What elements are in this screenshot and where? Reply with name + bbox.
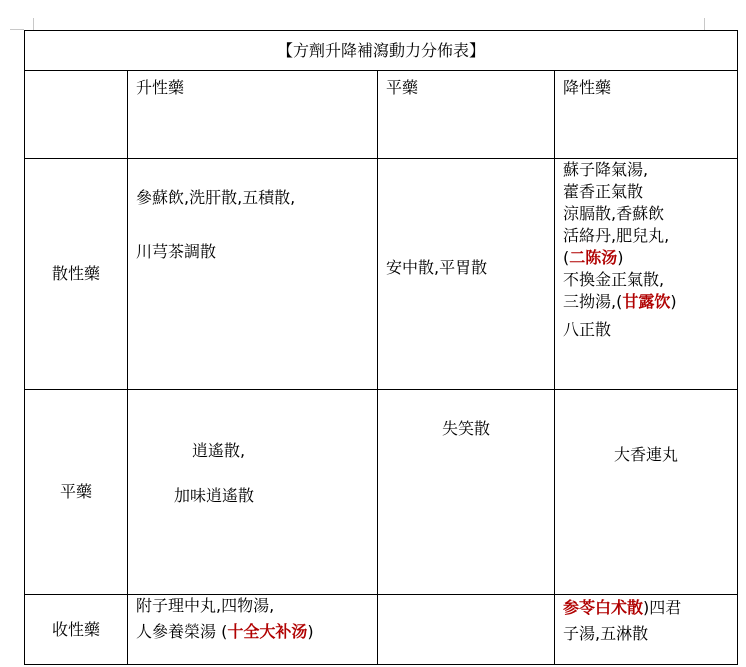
cell-line: 大香連丸 [614,445,679,464]
cell-dispersing-neutral [378,159,555,390]
table-row [25,595,738,665]
annotation-red: 甘露饮 [622,292,671,311]
cell-dispersing-descending [555,159,738,390]
row-label-astringent: 收性藥 [25,595,128,665]
paren-close: ) [307,622,314,641]
header-corner-cell [25,71,128,159]
row-label-dispersing: 散性藥 [25,159,128,390]
cell-line: 蘇子降氣湯, [563,160,649,179]
cell-line-annotated [563,597,729,619]
paren-close: ) [617,248,624,267]
cell-line: 安中散,平胃散 [386,258,488,277]
cell-line: 失笑散 [441,419,490,438]
cell-astringent-ascending [128,595,378,665]
cell-line: 不換金正氣散, [563,270,665,289]
cell-text: )四君 [643,598,682,617]
cell-line-annotated [136,621,369,643]
margin-mark-left-h [10,29,24,30]
cell-line: 川芎茶調散 [136,242,217,261]
header-descending: 降性藥 [555,71,738,159]
cell-neutral-descending [555,390,738,595]
cell-line: 藿香正氣散 [563,182,644,201]
cell-line: 附子理中丸,四物湯, [136,596,275,615]
annotation-red: 二陈汤 [569,248,618,267]
cell-neutral-neutral [378,390,555,595]
header-ascending: 升性藥 [128,71,378,159]
cell-neutral-ascending [128,390,378,595]
paren-open: ( [563,248,570,267]
row-label-neutral: 平藥 [25,390,128,595]
table-title: 【方劑升降補瀉動力分佈表】 [25,31,738,71]
cell-dispersing-ascending [128,159,378,390]
cell-text: 三拗湯,( [563,292,623,311]
header-row [25,71,738,159]
cell-astringent-neutral [378,595,555,665]
table-row [25,390,738,595]
cell-line: 子湯,五淋散 [563,624,649,643]
cell-line: 活絡丹,肥兒丸, [563,226,670,245]
table-row [25,159,738,390]
cell-line: 參蘇飲,洗肝散,五積散, [136,188,296,207]
margin-mark-right-v [704,18,705,30]
annotation-red: 十全大补汤 [227,622,308,641]
cell-line: 涼膈散,香蘇飲 [563,204,665,223]
cell-line: 八正散 [563,320,612,339]
title-row [25,31,738,71]
cell-line-annotated [563,247,729,269]
cell-text: 人參養榮湯 ( [136,622,228,641]
cell-astringent-descending [555,595,738,665]
cell-line-annotated [563,291,729,313]
annotation-red: 参苓白术散 [563,598,644,617]
formula-distribution-table [24,30,738,665]
cell-line: 逍遙散, [192,441,246,460]
margin-mark-left-v [33,18,34,30]
header-neutral: 平藥 [378,71,555,159]
cell-line: 加味逍遙散 [174,486,255,505]
paren-close: ) [670,292,677,311]
